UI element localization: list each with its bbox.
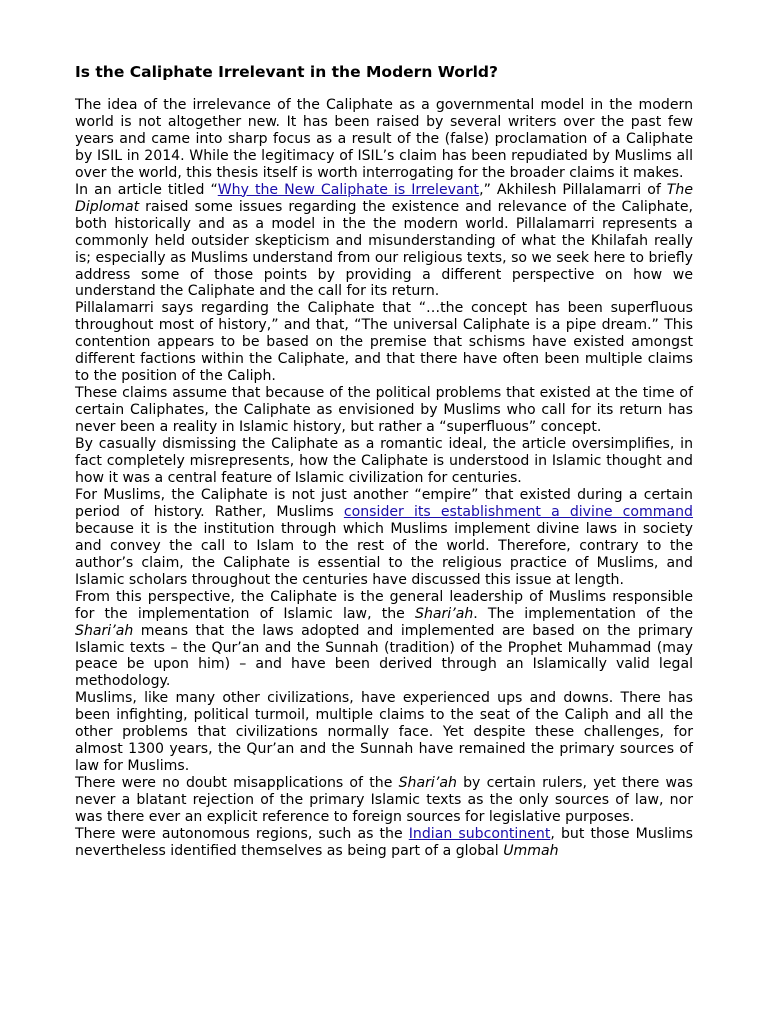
italic-text: Ummah [503,842,559,859]
document-body [75,97,693,860]
text-run: means that the laws adopted and implemented are based on the primary Islamic texts – the Qur’an and the Sunnah (tradition) of the Prophet Muhammad (may peace be upon him) – and have been derived through an Islamically valid legal methodology. [75,622,693,690]
paragraph [75,826,693,860]
text-run: by certain rulers, yet there was never a blatant rejection of the primary Islamic texts as the only sources of law, nor was there ever an explicit reference to foreign sources for legislative purposes. [75,775,693,826]
inline-link[interactable]: Indian subcontinent [408,825,551,842]
italic-text: Shari’ah [75,622,134,639]
text-run: , but those Muslims nevertheless identified themselves as being part of a global [75,825,694,859]
paragraph [75,589,693,691]
document-title: Is the Caliphate Irrelevant in the Modern World? [75,63,498,81]
text-run: Pillalamarri says regarding the Caliphate that “…the concept has been superfluous throughout most of history,” and that, “The universal Caliphate is a pipe dream.” This contention appears to be based on the premise that schisms have existed amongst different factions within the Caliphate, and that there have often been multiple claims to the position of the Caliph. [75,300,693,385]
inline-link[interactable]: Why the New Caliphate is Irrelevant [217,181,480,198]
paragraph [75,436,693,487]
text-run: The idea of the irrelevance of the Caliphate as a governmental model in the modern world is not altogether new. It has been raised by several writers over the past few years and came into sharp focus as a result of the (false) proclamation of a Caliphate by ISIL in 2014. While the legitimacy of ISIL’s claim has been repudiated by Muslims all over the world, this thesis itself is worth interrogating for the broader claims it makes. [75,97,693,181]
italic-text: The Diplomat [75,181,694,215]
text-run: For Muslims, the Caliphate is not just another “empire” that existed during a certain period of history. Rather, Muslims [75,486,693,520]
text-run: These claims assume that because of the political problems that existed at the time of certain Caliphates, the Caliphate as envisioned by Muslims who call for its return has never been a reality in Islamic history, but rather a “superfluous” concept. [75,385,693,436]
paragraph [75,182,693,301]
paragraph [75,487,693,589]
text-run: because it is the institution through which Muslims implement divine laws in society and convey the call to Islam to the rest of the world. Therefore, contrary to the author’s claim, the Caliphate is essential to the religious practice of Muslims, and Islamic scholars throughout the centuries have discussed this issue at length. [75,520,693,588]
text-run: raised some issues regarding the existence and relevance of the Caliphate, both historically and as a model in the the modern world. Pillalamarri represents a commonly held outsider skepticism and misunderstanding of what the Khilafah really is; especially as Muslims understand from our religious texts, so we seek here to briefly address some of those points by providing a different perspective on how we understand the Caliphate and the call for its return. [75,198,693,300]
text-run: By casually dismissing the Caliphate as a romantic ideal, the article oversimplifies, in fact completely misrepresents, how the Caliphate is understood in Islamic thought and how it was a central feature of Islamic civilization for centuries. [75,436,693,486]
text-run: There were autonomous regions, such as the [75,825,409,842]
text-run: ,” Akhilesh Pillalamarri of [479,181,667,198]
text-run: There were no doubt misapplications of the [75,775,399,792]
text-run: From this perspective, the Caliphate is the general leadership of Muslims responsible for the implementation of Islamic law, the [75,588,693,622]
paragraph [75,775,693,826]
paragraph [75,690,693,775]
italic-text: Shari’ah [398,775,457,792]
paragraph [75,97,693,182]
text-run: In an article titled “ [75,181,218,198]
inline-link[interactable]: consider its establishment a divine command [343,503,694,520]
paragraph [75,385,693,436]
text-run: . The implementation of the [473,605,693,622]
paragraph [75,300,693,385]
document-page [75,62,693,860]
italic-text: Shari’ah [415,605,474,622]
text-run: Muslims, like many other civilizations, have experienced ups and downs. There has been infighting, political turmoil, multiple claims to the seat of the Caliph and all the other problems that civilizations normally face. Yet despite these challenges, for almost 1300 years, the Qur’an and the Sunnah have remained the primary sources of law for Muslims. [75,690,693,775]
